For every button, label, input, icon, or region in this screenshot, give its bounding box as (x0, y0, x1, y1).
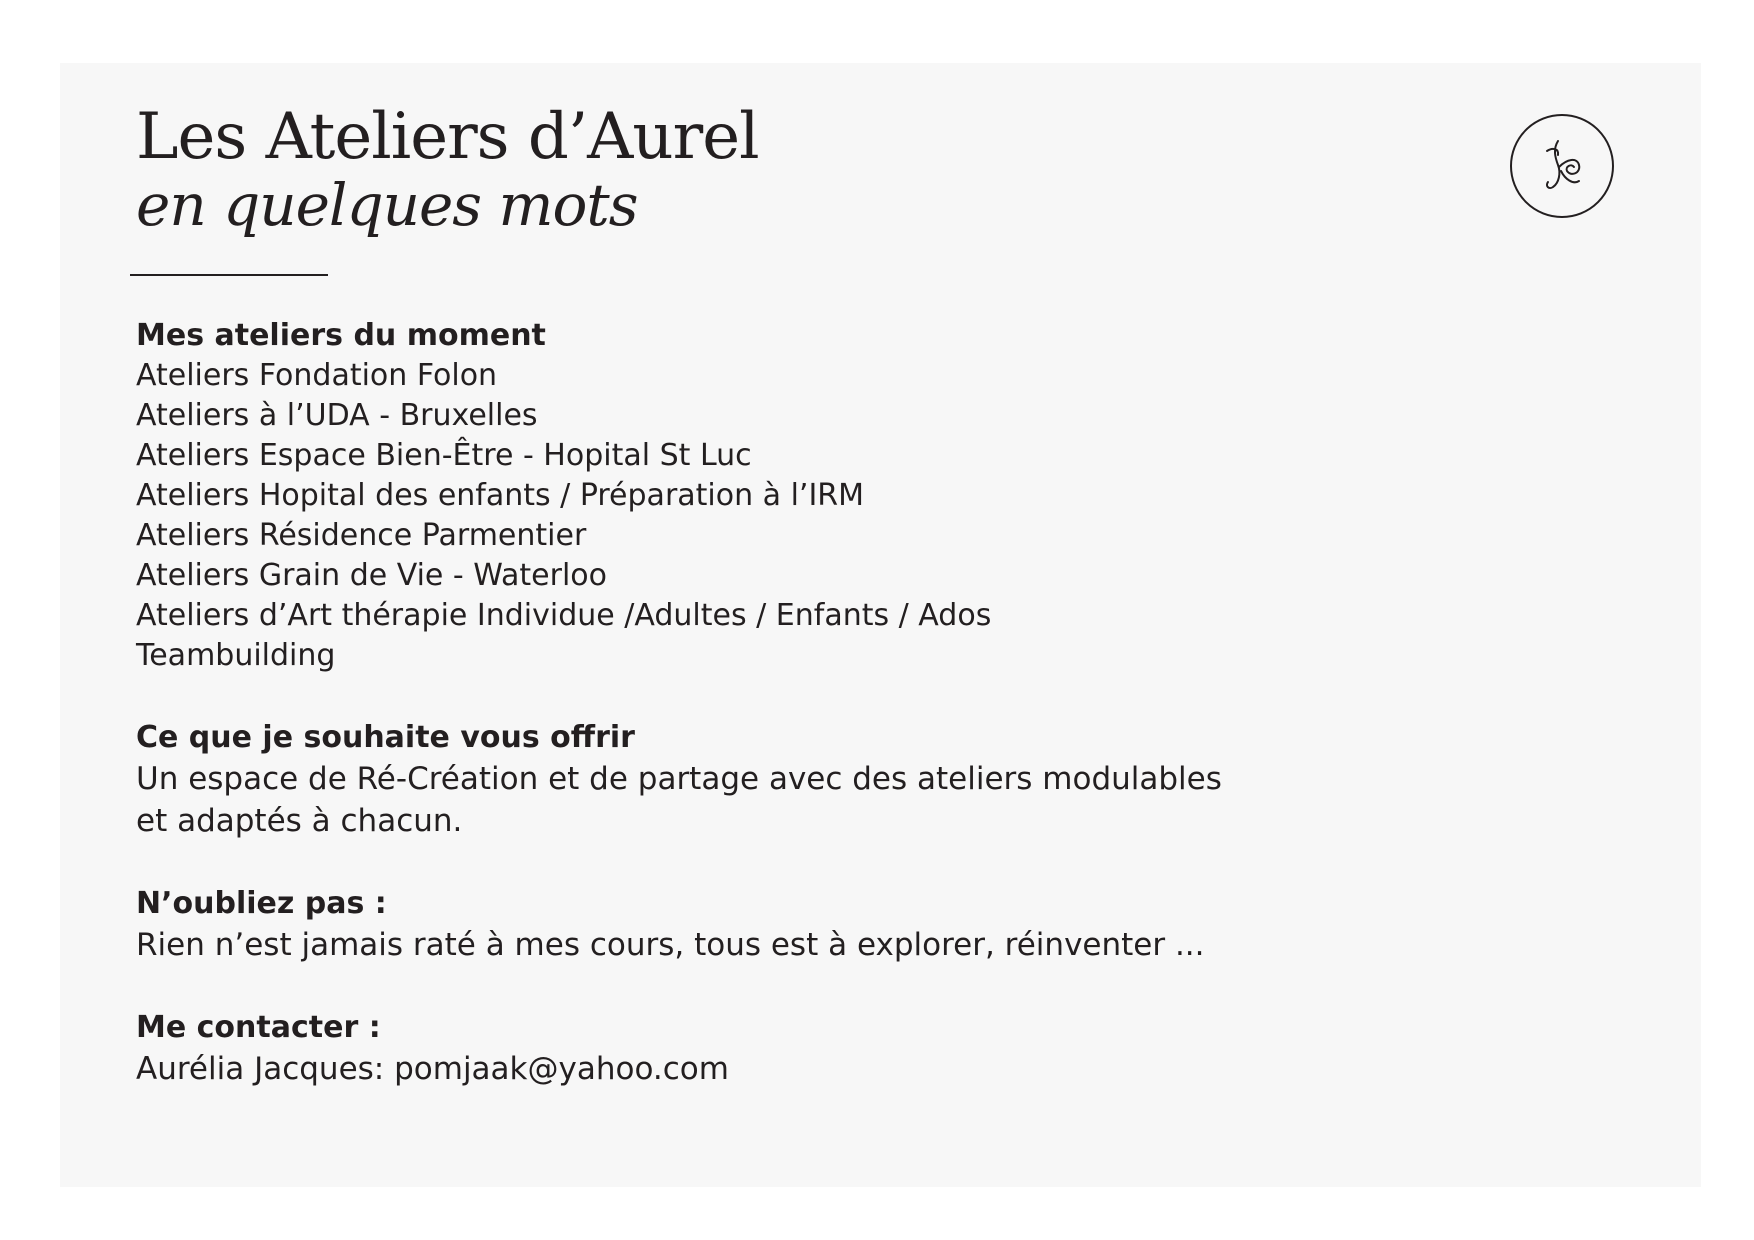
list-item: Ateliers d’Art thérapie Individue /Adultes / Enfants / Ados (136, 598, 992, 633)
list-item: Ateliers Résidence Parmentier (136, 518, 587, 553)
page-subtitle: en quelques mots (136, 171, 638, 239)
section-offrir (136, 718, 1536, 842)
list-item: Ateliers Hopital des enfants / Préparation à l’IRM (136, 478, 865, 513)
offrir-line: et adaptés à chacun. (136, 803, 463, 839)
list-item: Ateliers Fondation Folon (136, 358, 498, 393)
oubliez-text: Rien n’est jamais raté à mes cours, tous est à explorer, réinventer ... (136, 927, 1205, 963)
list-item: Ateliers à l’UDA - Bruxelles (136, 398, 538, 433)
list-item: Teambuilding (136, 638, 336, 673)
list-item: Ateliers Espace Bien-Être - Hopital St Luc (136, 438, 752, 473)
section-heading-ateliers: Mes ateliers du moment (136, 318, 546, 353)
section-heading-offrir: Ce que je souhaite vous offrir (136, 720, 635, 755)
offrir-line: Un espace de Ré-Création et de partage avec des ateliers modulables (136, 761, 1222, 797)
page-title: Les Ateliers d’Aurel (136, 100, 759, 174)
section-oubliez (136, 884, 1536, 966)
info-card (60, 63, 1701, 1187)
contact-text: Aurélia Jacques: pomjaak@yahoo.com (136, 1051, 729, 1087)
title-divider (130, 274, 328, 276)
list-item: Ateliers Grain de Vie - Waterloo (136, 558, 608, 593)
content-body (136, 316, 1536, 1090)
monogram-circle-icon (1509, 113, 1615, 219)
section-heading-contact: Me contacter : (136, 1010, 381, 1045)
section-ateliers (136, 316, 1536, 676)
section-heading-oubliez: N’oubliez pas : (136, 886, 387, 921)
section-contact (136, 1008, 1536, 1090)
